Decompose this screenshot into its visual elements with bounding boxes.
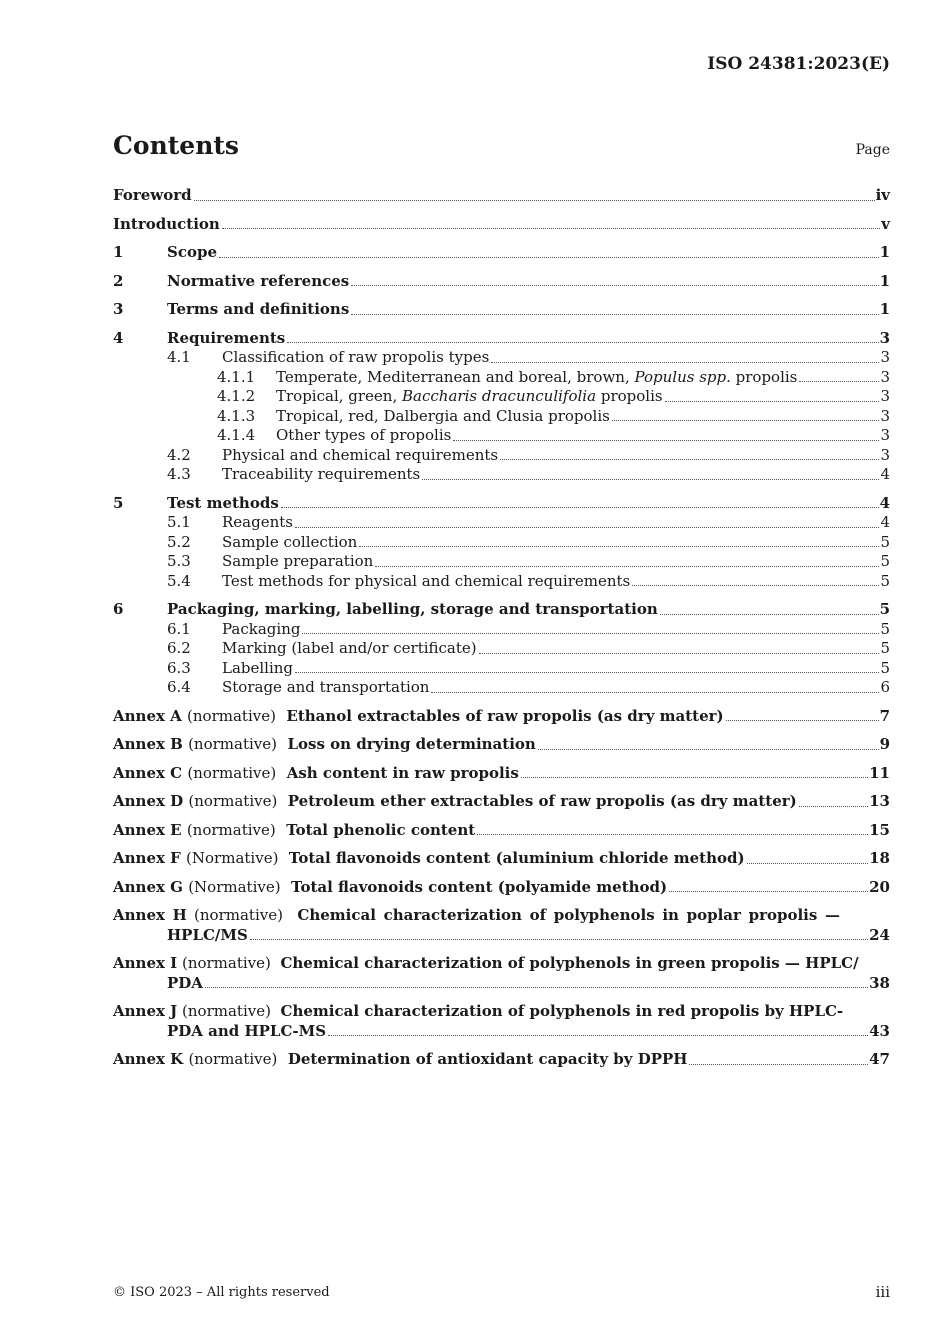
toc-number: 4 — [113, 328, 124, 347]
toc-number: 6.2 — [167, 639, 191, 657]
toc-number: 4.2 — [167, 445, 191, 464]
annex-title: Loss on drying determination — [287, 735, 536, 753]
annex-kind: (Normative) — [186, 849, 279, 867]
dot-leader — [422, 479, 879, 480]
annex-label: Annex G — [113, 877, 183, 896]
toc-page: 3 — [880, 367, 890, 386]
toc-page: 9 — [879, 735, 890, 753]
toc-number: 5.4 — [167, 571, 191, 590]
toc-annex-b[interactable] — [113, 735, 890, 755]
annex-title: Chemical characterization of polyphenols in red propolis by HPLC- — [280, 1002, 844, 1020]
dot-leader — [665, 401, 880, 402]
annex-heading — [113, 707, 724, 727]
annex-title: Ash content in raw propolis — [286, 763, 519, 782]
toc-number: 4.1.2 — [217, 387, 256, 405]
annex-label: Annex E — [113, 820, 182, 839]
annex-heading — [113, 821, 475, 841]
annex-heading-line-1 — [113, 1002, 890, 1022]
dot-leader — [281, 507, 879, 508]
annex-kind: (Normative) — [188, 877, 281, 896]
annex-title: Chemical characterization of polyphenols in green propolis — HPLC/ — [280, 954, 859, 972]
toc-page: 5 — [880, 552, 890, 570]
toc-number: 6.1 — [167, 619, 191, 638]
dot-leader — [194, 200, 875, 201]
toc-page: 13 — [869, 792, 890, 810]
annex-kind: (normative) — [188, 792, 278, 810]
toc-number: 6.4 — [167, 678, 191, 696]
toc-title: Sample preparation — [222, 552, 374, 570]
toc-page: 4 — [880, 513, 890, 531]
toc-page: 11 — [869, 763, 890, 782]
dot-leader — [538, 749, 879, 750]
dot-leader — [669, 891, 868, 892]
toc-title: Packaging — [222, 619, 301, 638]
toc-number: 1 — [113, 243, 124, 261]
toc-title-italic: Populus spp. — [634, 367, 731, 386]
document-id: ISO 24381:2023(E) — [707, 54, 890, 74]
page-column-label: Page — [855, 142, 890, 158]
dot-leader — [799, 806, 868, 807]
annex-heading — [113, 1050, 687, 1070]
toc-title: Labelling — [222, 658, 294, 677]
toc-page: 38 — [869, 973, 890, 992]
toc-title-part: propolis — [735, 367, 798, 386]
toc-annex-h[interactable] — [113, 906, 890, 945]
toc-entry-packaging-section[interactable] — [113, 600, 890, 620]
dot-leader — [359, 546, 879, 547]
toc-entry-4-1-3[interactable] — [113, 407, 890, 427]
toc-entry-foreword[interactable] — [113, 186, 890, 206]
toc-title: Other types of propolis — [276, 426, 452, 444]
toc-entry-6-3[interactable] — [113, 659, 890, 679]
toc-entry-terms[interactable] — [113, 300, 890, 320]
toc-title: Tropical, red, Dalbergia and Clusia propolis — [276, 406, 610, 425]
toc-title: Traceability requirements — [222, 465, 421, 483]
annex-label: Annex C — [113, 763, 183, 782]
toc-title-part: Tropical, green, — [276, 387, 398, 405]
toc-title: Physical and chemical requirements — [222, 445, 499, 464]
page-title: Contents — [113, 131, 240, 160]
toc-entry-4-3[interactable] — [113, 465, 890, 485]
toc-page: 15 — [869, 820, 890, 839]
dot-leader — [295, 672, 879, 673]
toc-annex-e[interactable] — [113, 821, 890, 841]
toc-title: Introduction — [113, 214, 220, 233]
annex-heading — [113, 878, 667, 898]
dot-leader — [747, 863, 869, 864]
toc-title-italic: Baccharis dracunculifolia — [402, 387, 597, 405]
toc-title-part: propolis — [600, 387, 663, 405]
annex-heading-line-1 — [113, 954, 890, 974]
dot-leader — [302, 633, 879, 634]
toc-title: Classification of raw propolis types — [222, 348, 490, 366]
toc-entry-5-2[interactable] — [113, 533, 890, 553]
toc-entry-test-methods[interactable] — [113, 494, 890, 514]
annex-title: Total phenolic content — [286, 820, 476, 839]
dot-leader — [491, 362, 879, 363]
dot-leader — [500, 459, 879, 460]
toc-title: Requirements — [167, 328, 286, 347]
toc-entry-5-3[interactable] — [113, 552, 890, 572]
dot-leader — [375, 566, 879, 567]
annex-label: Annex J — [113, 1002, 178, 1020]
toc-page: 20 — [869, 877, 890, 896]
toc-title: Test methods for physical and chemical requirements — [222, 571, 631, 590]
toc-annex-j[interactable] — [113, 1002, 890, 1041]
toc-page: 5 — [880, 619, 890, 638]
toc-title: Test methods — [167, 493, 279, 512]
annex-label: Annex H — [113, 906, 187, 924]
annex-heading-line-1 — [113, 906, 890, 926]
toc-page: 24 — [869, 925, 890, 944]
dot-leader — [287, 342, 878, 343]
toc-page: 3 — [880, 387, 890, 405]
toc-page: 4 — [879, 493, 890, 512]
toc-title: Terms and definitions — [167, 300, 350, 318]
annex-title: Total flavonoids content (aluminium chloride method) — [288, 849, 745, 867]
annex-title: Determination of antioxidant capacity by DPPH — [287, 1050, 688, 1068]
toc-number: 3 — [113, 300, 124, 318]
toc-page: 47 — [869, 1050, 890, 1068]
dot-leader — [351, 314, 878, 315]
toc-entry-4-2[interactable] — [113, 446, 890, 466]
annex-heading — [113, 849, 745, 869]
dot-leader — [799, 381, 879, 382]
annex-kind: (normative) — [188, 1050, 278, 1068]
toc-title: Foreword — [113, 186, 192, 204]
toc-page: 5 — [879, 600, 890, 618]
toc-number: 6.3 — [167, 658, 191, 677]
annex-heading-line-2 — [113, 1022, 890, 1042]
annex-heading-line-2 — [113, 974, 890, 994]
toc-title: Marking (label and/or certificate) — [222, 639, 477, 657]
annex-kind: (normative) — [187, 763, 277, 782]
toc-entry-4-1-2[interactable] — [113, 387, 890, 407]
toc-entry-4-1-1[interactable] — [113, 368, 890, 388]
toc-page: 1 — [879, 271, 890, 290]
toc-page: 5 — [880, 639, 890, 657]
toc-entry-scope[interactable] — [113, 243, 890, 263]
toc-title: Packaging, marking, labelling, storage and transportation — [167, 600, 658, 618]
toc-annex-a[interactable] — [113, 707, 890, 727]
toc-title: Storage and transportation — [222, 678, 430, 696]
dot-leader — [521, 777, 868, 778]
toc-page: 1 — [879, 300, 890, 318]
dot-leader — [351, 285, 878, 286]
toc-page: 3 — [880, 445, 890, 464]
toc-entry-requirements[interactable] — [113, 329, 890, 349]
dot-leader — [479, 653, 880, 654]
table-of-contents — [113, 186, 890, 1070]
dot-leader — [205, 987, 868, 988]
page-number: iii — [875, 1283, 890, 1301]
toc-entry-normative-references[interactable] — [113, 272, 890, 292]
annex-kind: (normative) — [182, 1002, 271, 1020]
dot-leader — [660, 614, 879, 615]
toc-page: 3 — [880, 348, 890, 366]
toc-title: Sample collection — [222, 532, 358, 551]
toc-number: 5 — [113, 493, 124, 512]
toc-annex-c[interactable] — [113, 764, 890, 784]
toc-number: 2 — [113, 271, 124, 290]
dot-leader — [295, 527, 879, 528]
dot-leader — [222, 228, 880, 229]
annex-heading — [113, 792, 797, 812]
toc-page: 5 — [880, 571, 890, 590]
toc-number: 5.3 — [167, 552, 191, 570]
dot-leader — [477, 834, 868, 835]
toc-number: 4.1 — [167, 348, 191, 366]
annex-title-continued: HPLC/MS — [167, 925, 248, 944]
toc-page: 7 — [879, 706, 890, 725]
toc-page: 1 — [879, 243, 890, 261]
dot-leader — [431, 692, 879, 693]
toc-page: 3 — [880, 406, 890, 425]
toc-page: 3 — [879, 328, 890, 347]
toc-page: 3 — [880, 426, 890, 444]
annex-title: Chemical characterization of polyphenols in poplar propolis — — [297, 906, 840, 924]
dot-leader — [726, 720, 879, 721]
annex-heading — [113, 764, 519, 784]
toc-annex-i[interactable] — [113, 954, 890, 993]
annex-kind: (normative) — [188, 735, 277, 753]
annex-kind: (normative) — [194, 906, 283, 924]
toc-title — [276, 368, 797, 388]
toc-number: 4.1.1 — [217, 367, 256, 386]
toc-title — [276, 387, 663, 407]
toc-page: 18 — [869, 849, 890, 867]
dot-leader — [612, 420, 880, 421]
annex-label: Annex F — [113, 849, 181, 867]
annex-label: Annex I — [113, 954, 178, 972]
annex-label: Annex D — [113, 792, 184, 810]
annex-kind: (normative) — [186, 820, 276, 839]
toc-page: 43 — [869, 1021, 890, 1040]
toc-page: 5 — [880, 658, 890, 677]
toc-number: 4.1.4 — [217, 426, 256, 444]
toc-entry-5-4[interactable] — [113, 572, 890, 592]
copyright-notice: © ISO 2023 – All rights reserved — [113, 1285, 330, 1300]
annex-title-continued: PDA and HPLC-MS — [167, 1021, 327, 1040]
dot-leader — [219, 257, 879, 258]
toc-title: Reagents — [222, 513, 293, 531]
toc-entry-6-2[interactable] — [113, 639, 890, 659]
dot-leader — [632, 585, 879, 586]
toc-annex-k[interactable] — [113, 1050, 890, 1070]
annex-heading-line-2 — [113, 926, 890, 946]
dot-leader — [250, 939, 868, 940]
toc-entry-4-1[interactable] — [113, 348, 890, 368]
toc-annex-g[interactable] — [113, 878, 890, 898]
annex-label: Annex B — [113, 735, 183, 753]
toc-number: 5.1 — [167, 513, 191, 531]
annex-label: Annex A — [113, 706, 182, 725]
toc-page: 4 — [880, 465, 890, 483]
annex-title: Total flavonoids content (polyamide method) — [291, 877, 668, 896]
annex-title-continued: PDA — [167, 973, 203, 992]
toc-title: Scope — [167, 243, 218, 261]
toc-annex-d[interactable] — [113, 792, 890, 812]
toc-number: 6 — [113, 600, 124, 618]
annex-label: Annex K — [113, 1050, 184, 1068]
toc-title-part: Temperate, Mediterranean and boreal, brown, — [276, 367, 630, 386]
toc-entry-5-1[interactable] — [113, 513, 890, 533]
toc-page: 6 — [880, 678, 890, 696]
toc-entry-6-4[interactable] — [113, 678, 890, 698]
toc-title: Normative references — [167, 271, 350, 290]
toc-page: iv — [875, 186, 890, 204]
toc-page: 5 — [880, 532, 890, 551]
toc-number: 5.2 — [167, 532, 191, 551]
annex-title: Petroleum ether extractables of raw propolis (as dry matter) — [287, 792, 797, 810]
toc-entry-4-1-4[interactable] — [113, 426, 890, 446]
dot-leader — [328, 1035, 868, 1036]
annex-title: Ethanol extractables of raw propolis (as dry matter) — [286, 706, 724, 725]
toc-entry-6-1[interactable] — [113, 620, 890, 640]
annex-kind: (normative) — [181, 954, 271, 972]
dot-leader — [689, 1064, 868, 1065]
toc-entry-introduction[interactable] — [113, 215, 890, 235]
toc-annex-f[interactable] — [113, 849, 890, 869]
toc-number: 4.1.3 — [217, 406, 256, 425]
toc-page: v — [881, 214, 890, 233]
dot-leader — [453, 440, 879, 441]
toc-number: 4.3 — [167, 465, 191, 483]
annex-kind: (normative) — [187, 706, 276, 725]
annex-heading — [113, 735, 536, 755]
